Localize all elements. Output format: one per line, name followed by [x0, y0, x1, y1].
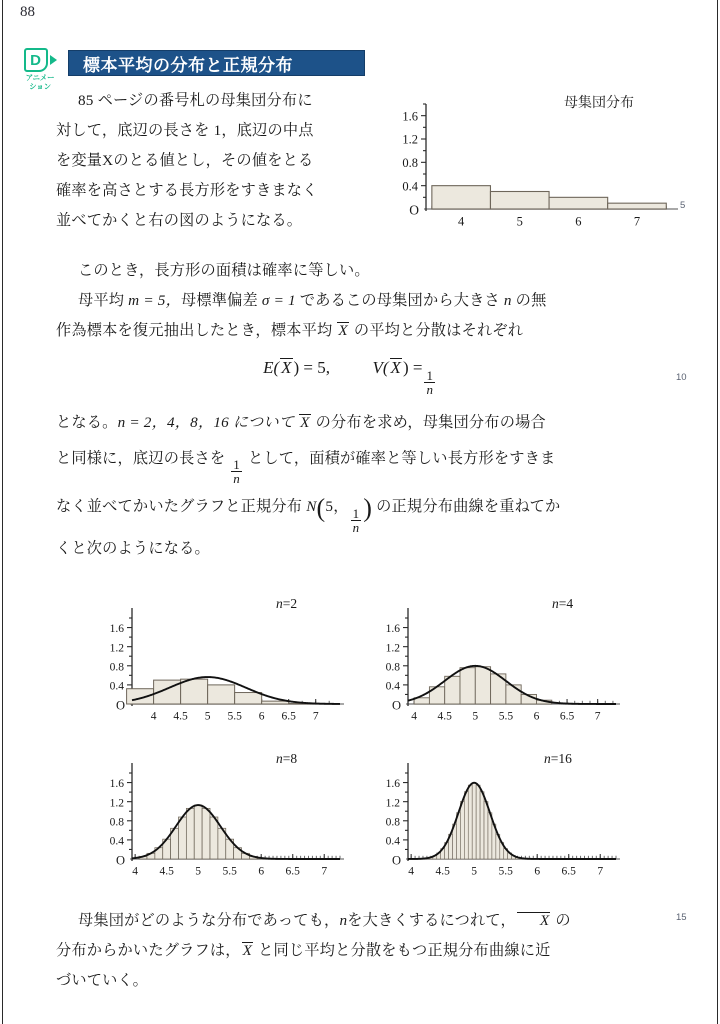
x-tick-label: 5	[516, 214, 523, 229]
y-tick-label: 0.8	[109, 661, 124, 674]
p5l2-xbar: X	[242, 942, 253, 959]
paragraph-sample-mean-line	[56, 316, 668, 346]
histogram-bar	[210, 817, 218, 859]
p4-var-num: 1	[352, 505, 360, 521]
para4-line-1	[56, 408, 668, 438]
y-tick-label: 1.6	[402, 109, 418, 124]
x-tick-label: 6	[533, 710, 540, 723]
histogram-bar	[262, 701, 289, 704]
histogram-bar	[208, 685, 235, 704]
chart-sample-mean-n4	[376, 596, 626, 730]
chart-population-distribution	[396, 92, 696, 237]
p3-rest: であるこの母集団から大きさ	[299, 292, 504, 309]
p5-n: n	[339, 912, 348, 929]
x-tick-label: 4.5	[159, 865, 174, 878]
chart-title-value: =8	[282, 751, 298, 766]
line-number-10: 10	[676, 372, 687, 383]
p4-arg1: 5，	[325, 498, 349, 516]
histogram-bar	[181, 679, 208, 704]
formula-E: E(	[263, 358, 280, 377]
histogram-bar	[480, 792, 484, 859]
p4-frac-den: n	[233, 471, 240, 487]
p4-paren-open: (	[316, 494, 326, 524]
paragraph-intro-line-1: 85 ページの番号札の母集団分布に	[78, 92, 313, 109]
chart-sample-mean-n2	[100, 596, 350, 730]
histogram-bar	[445, 676, 460, 704]
p3-prefix: 母平均	[78, 292, 129, 309]
histogram-bar	[460, 668, 475, 704]
p4-paren-close: )	[363, 494, 373, 524]
paragraph-population-params	[56, 286, 668, 316]
x-tick-label: 4	[150, 710, 157, 723]
y-tick-label: 0.8	[385, 816, 400, 829]
histogram-bar	[464, 792, 468, 859]
chart-title-variable: n	[276, 596, 283, 611]
p3l2-a: 作為標本を復元抽出したとき，標本平均	[56, 322, 337, 339]
y-tick-label: 1.2	[385, 642, 400, 655]
y-tick-label: 1.2	[109, 797, 124, 810]
p4-b: の分布を求め，母集団分布の場合	[311, 414, 546, 431]
y-tick-label: 1.6	[109, 778, 124, 791]
section-title: 標本平均の分布と正規分布	[83, 55, 293, 75]
paragraph-construction	[56, 408, 668, 564]
y-tick-label: 1.6	[385, 778, 400, 791]
p4-xbar: X	[300, 414, 310, 431]
x-tick-label: 6.5	[285, 865, 300, 878]
p4-var-den: n	[352, 519, 360, 535]
para4-line-4: くと次のようになる。	[56, 539, 210, 557]
paragraph-intro-line-4: 確率を高さとする長方形をすきまなく	[56, 182, 318, 199]
formula-fraction-one-over-n	[424, 369, 435, 396]
p3-tail: の無	[511, 292, 547, 309]
para5-line-1	[56, 906, 656, 936]
p5-a: 母集団がどのような分布であっても，	[78, 912, 340, 929]
y-tick-label: 1.2	[109, 642, 124, 655]
p4-frac-num: 1	[233, 457, 240, 473]
x-tick-label: 5.5	[498, 865, 513, 878]
origin-label: O	[391, 853, 401, 868]
formula-V: V(	[372, 358, 389, 377]
para4-line-3	[56, 485, 668, 533]
formula-E-rhs: ) = 5,	[293, 358, 330, 377]
x-tick-label: 7	[633, 214, 641, 229]
x-tick-label: 5	[472, 710, 479, 723]
p3l2-b: の平均と分散はそれぞれ	[349, 322, 524, 339]
x-tick-label: 7	[594, 710, 601, 723]
chart-title-population: 母集団分布	[564, 96, 634, 111]
y-tick-label: 0.8	[402, 155, 418, 170]
formula-V-xbar: X	[390, 358, 401, 377]
chart-canvas-n8	[100, 755, 350, 885]
histogram-bar	[202, 808, 210, 859]
p4l2-b: として，面積が確率と等しい長方形をすきま	[243, 450, 556, 467]
badge-glyph-row	[14, 48, 66, 72]
origin-label: O	[391, 698, 401, 713]
p4-variance-fraction	[351, 507, 362, 534]
paragraph-conclusion	[56, 906, 656, 996]
chart-title-n8	[276, 751, 297, 767]
paragraph-intro-line-5: 並べてかくと右の図のようになる。	[56, 212, 303, 229]
x-tick-label: 5.5	[498, 710, 514, 723]
chart-title-variable: n	[544, 751, 551, 766]
p3-n: n	[503, 292, 512, 309]
para5-line-2	[56, 936, 656, 966]
y-tick-label: 1.6	[109, 623, 124, 636]
line-number-5: 5	[680, 200, 686, 211]
histogram-bar	[460, 801, 464, 859]
x-tick-label: 6	[258, 865, 265, 878]
p4l3-a: なく並べてかいたグラフと正規分布	[56, 498, 307, 516]
chart-canvas-population	[396, 92, 696, 237]
x-tick-label: 7	[321, 865, 328, 878]
para4-line-2	[56, 438, 668, 485]
histogram-bar	[506, 685, 521, 704]
page-number: 88	[20, 4, 35, 20]
histogram-bar	[476, 785, 480, 859]
paragraph-area-probability	[56, 256, 668, 346]
p5l2-a: 分布からかいたグラフは，	[56, 942, 241, 959]
y-tick-label: 0.8	[109, 816, 124, 829]
p5-xbar: X	[517, 912, 550, 929]
x-tick-label: 6.5	[561, 865, 576, 878]
x-tick-label: 6	[575, 214, 582, 229]
histogram-bar	[432, 186, 491, 209]
histogram-bar	[475, 667, 490, 704]
histogram-bar	[549, 197, 608, 209]
x-tick-label: 4	[411, 710, 417, 723]
y-tick-label: 0.8	[385, 661, 400, 674]
x-tick-label: 6	[258, 710, 265, 723]
chart-title-n16	[544, 751, 572, 767]
p4l2-a: と同様に，底辺の長さを	[56, 450, 230, 467]
chart-canvas-n4	[376, 600, 626, 730]
page-left-rule	[2, 0, 3, 1024]
y-tick-label: 0.4	[385, 680, 400, 693]
p4-n-list: n = 2，4，8，16 について	[117, 414, 299, 431]
chart-sample-mean-n16	[376, 751, 626, 885]
histogram-bar	[608, 203, 667, 209]
y-tick-label: 0.4	[109, 835, 124, 848]
formula-fraction-numerator: 1	[426, 368, 433, 384]
chart-canvas-n16	[376, 755, 626, 885]
x-tick-label: 7	[312, 710, 319, 723]
p4-a: となる。	[56, 414, 118, 431]
x-tick-label: 4.5	[435, 865, 450, 878]
paragraph-area-equals-probability: このとき，長方形の面積は確率に等しい。	[78, 262, 370, 279]
p3-sigma: σ = 1	[261, 292, 300, 309]
y-tick-label: 0.4	[109, 680, 124, 693]
chart-sample-mean-n8	[100, 751, 350, 885]
x-tick-label: 7	[597, 865, 604, 878]
p5l2-b: と同じ平均と分散をもつ正規分布曲線に近	[254, 942, 551, 959]
origin-label: O	[115, 698, 125, 713]
p4l3-b: の正規分布曲線を重ねてか	[372, 498, 561, 516]
histogram-bar	[235, 693, 262, 704]
x-tick-label: 5	[195, 865, 202, 878]
chart-title-variable: n	[552, 596, 559, 611]
chart-canvas-n2	[100, 600, 350, 730]
x-tick-label: 5.5	[227, 710, 242, 723]
section-header-bar	[68, 50, 365, 76]
page-right-rule	[717, 0, 718, 1024]
p4-fraction-one-over-n	[231, 458, 242, 485]
origin-label: O	[115, 853, 125, 868]
digital-d-icon: D	[24, 48, 48, 72]
histogram-bar	[178, 817, 186, 859]
chart-title-variable: n	[276, 751, 283, 766]
chart-title-n4	[552, 596, 573, 612]
display-formula-expectation-variance	[0, 358, 700, 396]
y-tick-label: 1.2	[385, 797, 400, 810]
histogram-bar	[490, 192, 549, 210]
x-tick-label: 5	[204, 710, 211, 723]
play-triangle-icon	[50, 55, 57, 65]
histogram-bar	[194, 805, 202, 859]
y-tick-label: 0.4	[402, 179, 418, 194]
p4-normal-N: N	[306, 498, 317, 516]
normal-distribution-curve	[408, 783, 616, 859]
p5-b: を大きくするにつれて，	[347, 912, 516, 929]
animation-badge[interactable]	[14, 48, 66, 91]
x-tick-label: 4	[458, 214, 465, 229]
animation-label-line1: アニメー	[25, 73, 55, 82]
histogram-bar	[468, 785, 472, 859]
x-tick-label: 4	[408, 865, 415, 878]
histogram-bar	[472, 783, 476, 859]
p5-c: の	[551, 912, 571, 929]
p3-mid: 母標準偏差	[180, 292, 262, 309]
chart-title-value: =16	[550, 751, 572, 766]
x-tick-label: 4.5	[173, 710, 188, 723]
origin-label: O	[409, 202, 419, 218]
y-tick-label: 1.2	[402, 132, 418, 147]
paragraph-intro-line-3: を変量Xのとる値とし，その値をとる	[56, 152, 314, 169]
x-tick-label: 6	[534, 865, 541, 878]
x-bar-symbol: X	[338, 322, 348, 339]
formula-E-xbar: X	[281, 358, 292, 377]
chart-title-value: =4	[558, 596, 574, 611]
histogram-bar	[186, 808, 194, 859]
paragraph-intro-line-2: 対して，底辺の長さを 1，底辺の中点	[56, 122, 314, 139]
x-tick-label: 6.5	[559, 710, 575, 723]
animation-label-line2: ション	[29, 82, 51, 91]
formula-fraction-denominator: n	[426, 382, 433, 398]
chart-title-value: =2	[282, 596, 298, 611]
para5-line-3: づいていく。	[56, 972, 149, 989]
y-tick-label: 1.6	[385, 623, 400, 636]
x-tick-label: 6.5	[281, 710, 296, 723]
p3-mean: m = 5，	[128, 292, 181, 309]
histogram-bar	[484, 801, 488, 859]
x-tick-label: 5.5	[222, 865, 237, 878]
y-tick-label: 0.4	[385, 835, 400, 848]
line-number-15: 15	[676, 912, 687, 923]
x-tick-label: 4.5	[437, 710, 452, 723]
paragraph-intro	[56, 86, 392, 236]
chart-title-n2	[276, 596, 297, 612]
x-tick-label: 5	[471, 865, 478, 878]
x-tick-label: 4	[132, 865, 139, 878]
formula-V-eq: ) =	[402, 358, 423, 377]
